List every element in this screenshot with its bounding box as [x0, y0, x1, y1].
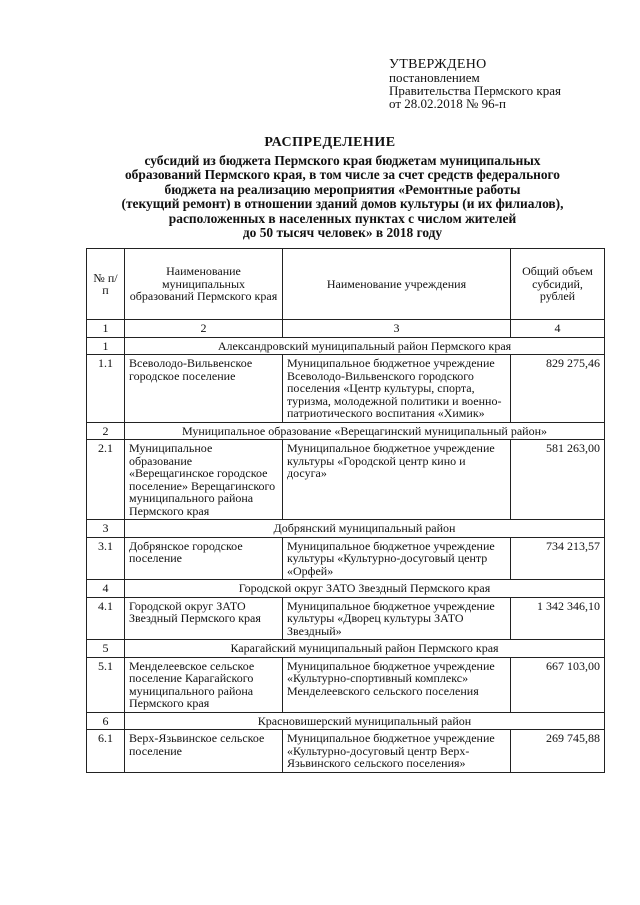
row-number: 2.1 — [87, 440, 125, 520]
approval-line: постановлением — [389, 70, 480, 85]
group-number: 5 — [87, 640, 125, 658]
group-number: 2 — [87, 422, 125, 440]
subsidy-amount: 269 745,88 — [511, 730, 605, 773]
subtitle-line: бюджета на реализацию мероприятия «Ремонтные работы — [164, 181, 521, 197]
header-municipality: Наименование муниципальных образований Пермского края — [125, 249, 283, 320]
group-name: Александровский муниципальный район Пермского края — [125, 337, 605, 355]
group-row — [87, 640, 605, 658]
group-number: 6 — [87, 712, 125, 730]
municipality-name: Менделеевское сельское поселение Карагайского муниципального района Пермского края — [125, 657, 283, 712]
column-number-row — [87, 320, 605, 338]
row-number: 5.1 — [87, 657, 125, 712]
document-subtitle — [90, 154, 595, 240]
header-institution: Наименование учреждения — [283, 249, 511, 320]
group-name: Красновишерский муниципальный район — [125, 712, 605, 730]
group-row — [87, 520, 605, 538]
group-row — [87, 422, 605, 440]
municipality-name: Муниципальное образование «Верещагинское городское поселение» Верещагинского муниципального района Пермского края — [125, 440, 283, 520]
group-name: Добрянский муниципальный район — [125, 520, 605, 538]
institution-name: Муниципальное бюджетное учреждение культуры «Культурно-досуговый центр «Орфей» — [283, 537, 511, 580]
group-row — [87, 337, 605, 355]
subsidy-amount: 1 342 346,10 — [511, 597, 605, 640]
approval-stamp — [389, 58, 619, 110]
subsidy-amount: 734 213,57 — [511, 537, 605, 580]
table-row — [87, 730, 605, 773]
institution-name: Муниципальное бюджетное учреждение культуры «Дворец культуры ЗАТО Звездный» — [283, 597, 511, 640]
institution-name: Муниципальное бюджетное учреждение «Культурно-спортивный комплекс» Менделеевского сельского поселения — [283, 657, 511, 712]
subtitle-line: до 50 тысяч человек» в 2018 году — [242, 225, 443, 241]
document-heading: РАСПРЕДЕЛЕНИЕ — [264, 135, 396, 150]
subsidy-amount: 581 263,00 — [511, 440, 605, 520]
row-number: 6.1 — [87, 730, 125, 773]
column-number: 4 — [511, 320, 605, 338]
table-row — [87, 440, 605, 520]
institution-name: Муниципальное бюджетное учреждение Всеволодо-Вильвенского городского поселения «Центр культуры, спорта, туризма, молодежной политики и военно-патриотического воспитания «Химик» — [283, 355, 511, 423]
group-name: Муниципальное образование «Верещагинский муниципальный район» — [125, 422, 605, 440]
subtitle-line: (текущий ремонт) в отношении зданий домов культуры (и их филиалов), — [121, 196, 564, 212]
subtitle-line: образований Пермского края, в том числе за счет средств федерального — [124, 167, 561, 183]
row-number: 3.1 — [87, 537, 125, 580]
header-amount: Общий объем субсидий, рублей — [511, 249, 605, 320]
table-row — [87, 657, 605, 712]
municipality-name: Верх-Язьвинское сельское поселение — [125, 730, 283, 773]
group-row — [87, 580, 605, 598]
row-number: 4.1 — [87, 597, 125, 640]
column-number: 3 — [283, 320, 511, 338]
header-num: № п/п — [87, 249, 125, 320]
group-number: 4 — [87, 580, 125, 598]
column-number: 2 — [125, 320, 283, 338]
group-name: Карагайский муниципальный район Пермского края — [125, 640, 605, 658]
table-body — [87, 320, 605, 773]
header-row — [87, 249, 605, 320]
subtitle-line: расположенных в населенных пунктах с числом жителей — [168, 210, 517, 226]
group-number: 3 — [87, 520, 125, 538]
row-number: 1.1 — [87, 355, 125, 423]
approval-line: от 28.02.2018 № 96-п — [389, 96, 506, 111]
institution-name: Муниципальное бюджетное учреждение «Культурно-досуговый центр Верх-Язьвинского сельского поселения» — [283, 730, 511, 773]
table-row — [87, 355, 605, 423]
municipality-name: Всеволодо-Вильвенское городское поселение — [125, 355, 283, 423]
subtitle-line: субсидий из бюджета Пермского края бюджетам муниципальных — [144, 153, 541, 168]
subsidy-amount: 667 103,00 — [511, 657, 605, 712]
column-number: 1 — [87, 320, 125, 338]
table-row — [87, 537, 605, 580]
municipality-name: Добрянское городское поселение — [125, 537, 283, 580]
subsidy-table — [86, 248, 605, 773]
approval-title: УТВЕРЖДЕНО — [389, 57, 487, 72]
group-row — [87, 712, 605, 730]
group-name: Городской округ ЗАТО Звездный Пермского края — [125, 580, 605, 598]
municipality-name: Городской округ ЗАТО Звездный Пермского края — [125, 597, 283, 640]
group-number: 1 — [87, 337, 125, 355]
table-row — [87, 597, 605, 640]
subsidy-amount: 829 275,46 — [511, 355, 605, 423]
institution-name: Муниципальное бюджетное учреждение культуры «Городской центр кино и досуга» — [283, 440, 511, 520]
approval-line: Правительства Пермского края — [389, 83, 561, 98]
